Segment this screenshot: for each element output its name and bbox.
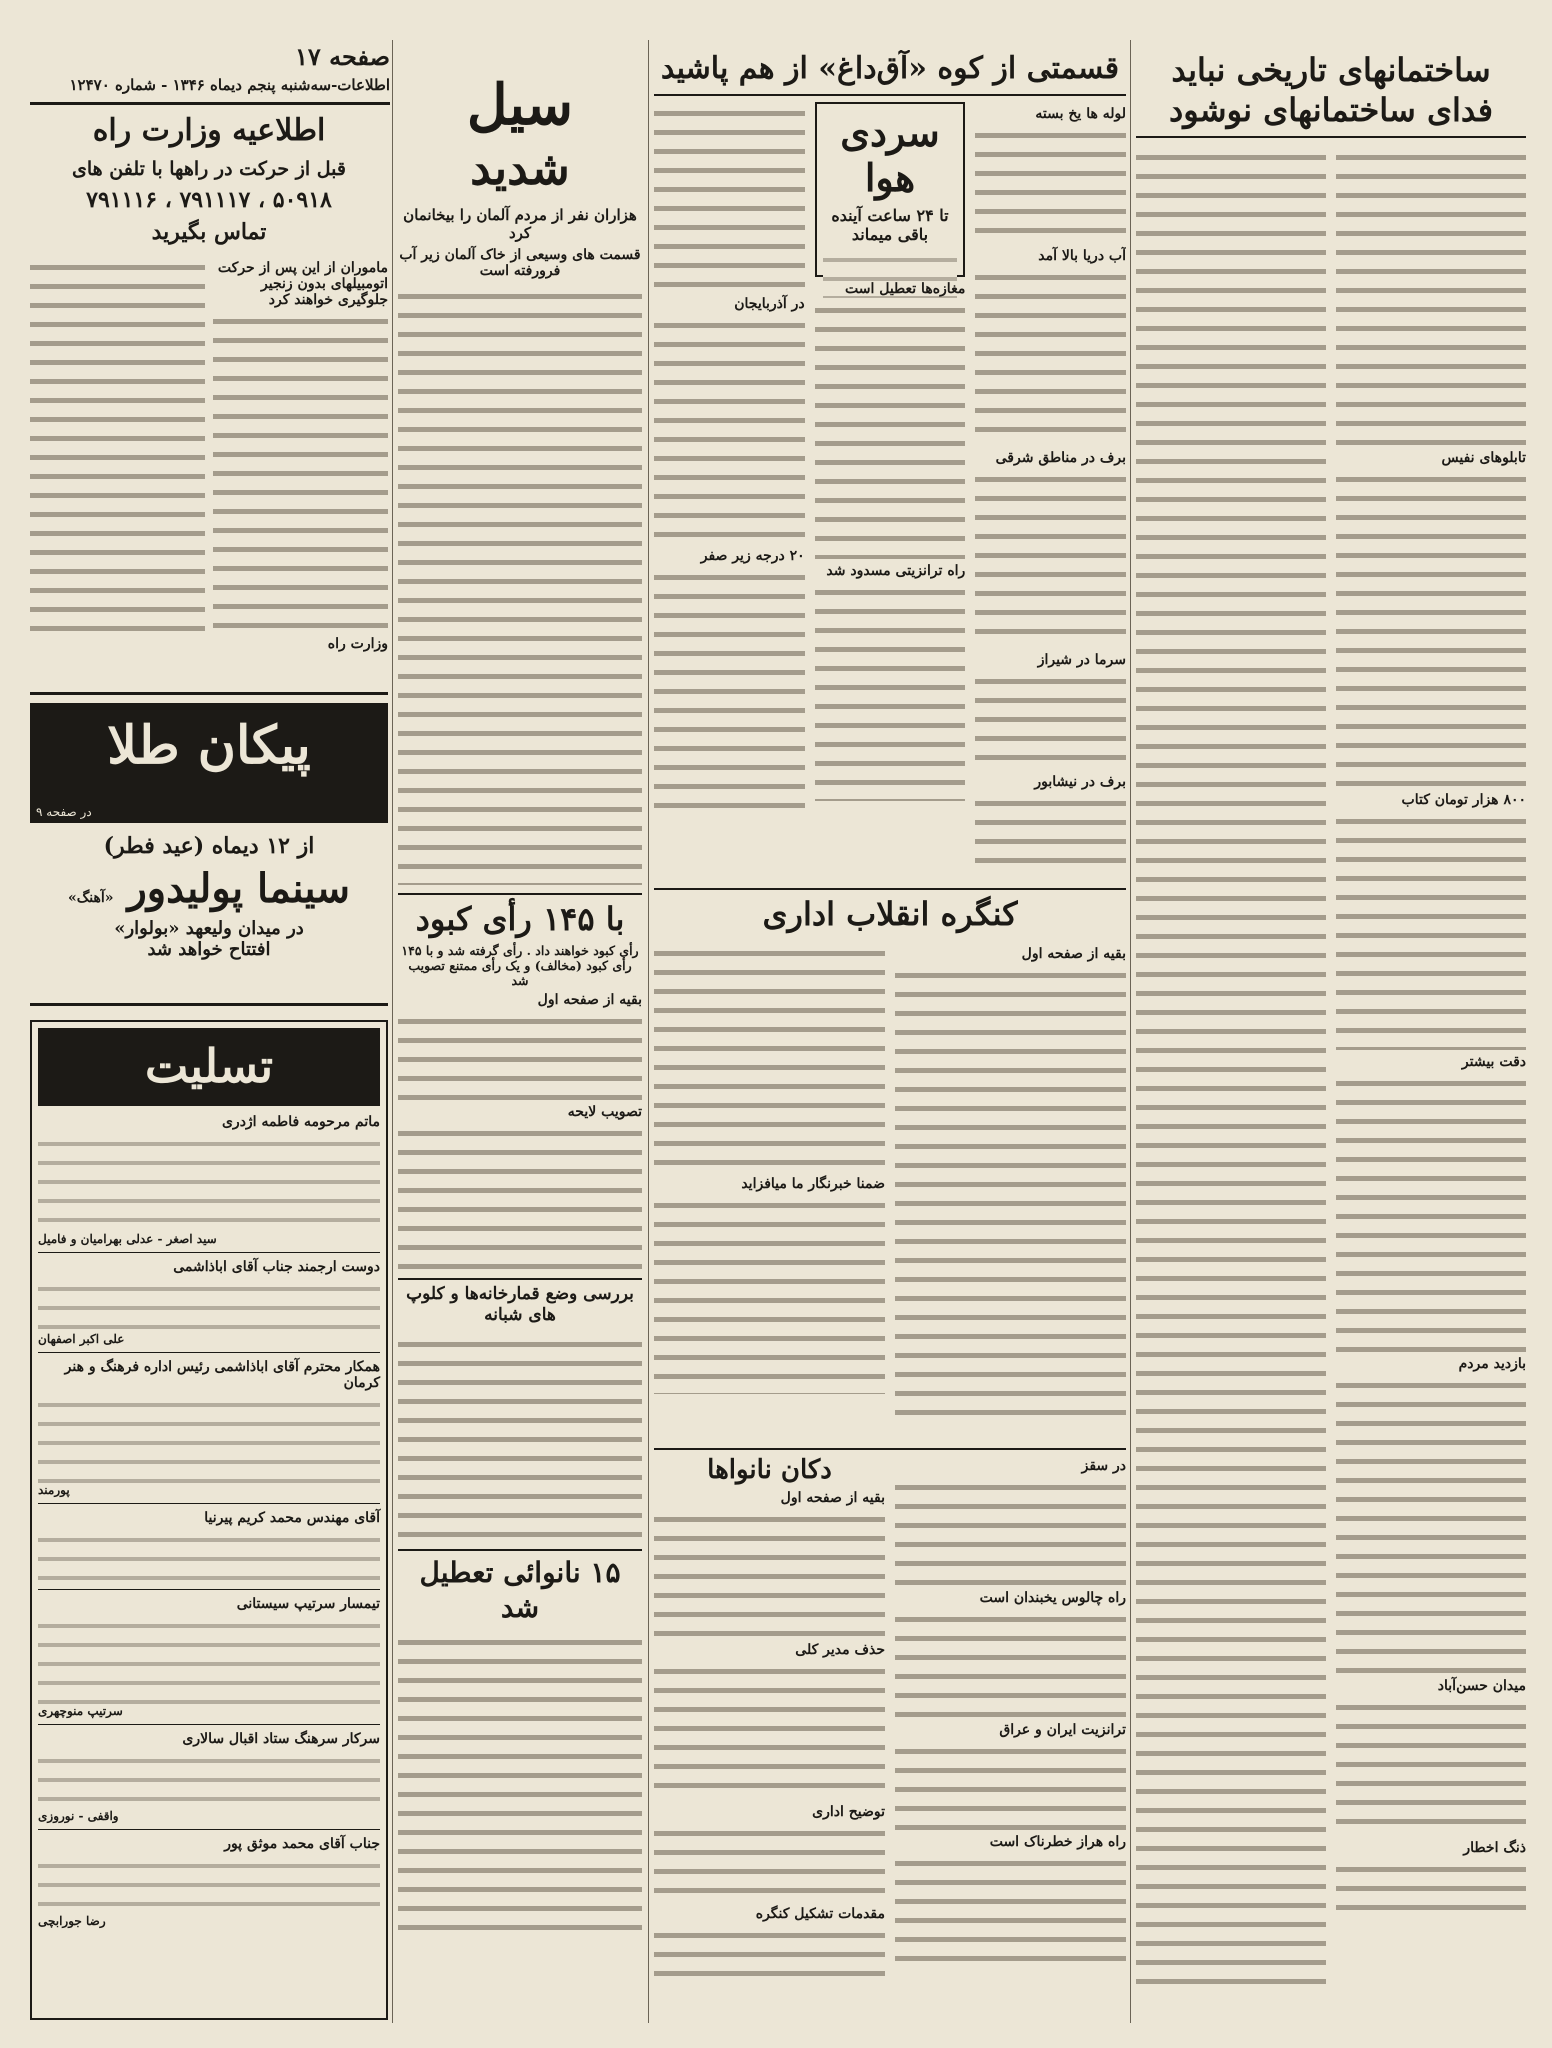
condolence-signature: رضا جورابچی — [38, 1913, 106, 1928]
ministry-notice-subheading: ماموران از این پس از حرکت اتومبیلهای بدون زنجیر جلوگیری خواهند کرد — [217, 260, 388, 309]
text-body — [398, 1631, 642, 1931]
text-body — [654, 1508, 885, 1638]
condolence-signature: واقفی - نوروزی — [38, 1808, 119, 1823]
bakeries-shop-article — [654, 1454, 885, 1994]
cinema-ad-date: از ۱۲ دیماه (عید فطر) — [103, 833, 315, 859]
ministry-notice-title: اطلاعیه وزارت راه — [92, 113, 326, 148]
roads-article — [895, 1454, 1126, 1994]
text-body — [1336, 1374, 1526, 1674]
text-body — [1336, 468, 1526, 788]
ministry-notice-subtitle: قبل از حرکت در راهها با تلفن های — [72, 157, 346, 180]
text-body — [654, 314, 805, 544]
aqdagh-subheading: برف در مناطق شرقی — [995, 449, 1126, 466]
aqdagh-subheading: برف در نیشابور — [1034, 773, 1126, 790]
text-body — [975, 468, 1126, 648]
masthead — [30, 42, 390, 105]
ministry-notice-signature: وزارت راه — [327, 636, 388, 653]
text-body — [895, 1740, 1126, 1830]
condolence-entry-heading: همکار محترم آقای اباذاشمی رئیس اداره فرهنگ و هنر کرمان — [64, 1358, 380, 1391]
ministry-notice-phones: ۷۹۱۱۱۶ ، ۷۹۱۱۱۷ ، ۵۰۹۱۸ — [86, 187, 332, 214]
aqdagh-subheading: آب دریا بالا آمد — [1038, 247, 1126, 264]
condolence-signature: سرتیپ منوچهری — [38, 1703, 123, 1718]
text-body — [815, 581, 966, 801]
bakeries-shop-subheading: بقیه از صفحه اول — [780, 1490, 885, 1506]
condolence-title: تسلیت — [38, 1028, 380, 1106]
roads-subheading: راه هراز خطرناک است — [989, 1833, 1126, 1850]
bakery-title: ۱۵ نانوائی تعطیل شد — [419, 1555, 621, 1624]
aqdagh-subheading: سرما در شیراز — [1037, 651, 1126, 668]
text-body — [1336, 146, 1526, 446]
text-body — [654, 102, 805, 292]
text-body — [38, 1749, 380, 1809]
roads-subheading: راه چالوس یخبندان است — [979, 1589, 1126, 1606]
text-body — [1336, 1696, 1526, 1836]
cold-box-line-1: تا ۲۴ ساعت آینده — [831, 205, 949, 225]
vote-deck: رأی کبود خواهند داد . رأی گرفته شد و با ۱۴۵ رأی کبود (مخالف) و یک رأی ممتنع تصویب شد — [401, 943, 639, 988]
cold-box-title: سردی هوا — [840, 109, 940, 200]
condolence-entry-heading: دوست ارجمند جناب آقای اباذاشمی — [173, 1258, 380, 1275]
historic-subheading: بازدید مردم — [1458, 1356, 1526, 1372]
aqdagh-article — [654, 50, 1126, 882]
paykan-ad-title: پیکان طلا — [107, 715, 311, 776]
historic-subheading: تابلوهای نفیس — [1441, 450, 1526, 466]
historic-subheading: ۸۰۰ هزار تومان کتاب — [1401, 792, 1526, 808]
text-body — [654, 942, 885, 1172]
text-body — [654, 1194, 885, 1394]
condolence-entry-heading: آقای مهندس محمد کریم پیرنیا — [204, 1509, 380, 1526]
text-body — [895, 1476, 1126, 1586]
aqdagh-subheading: مغازه‌ها تعطیل است — [844, 280, 966, 297]
text-body — [895, 964, 1126, 1424]
bakery-article — [398, 1549, 642, 1931]
condolence-entry-heading: سرکار سرهنگ ستاد اقبال سالاری — [182, 1730, 380, 1747]
condolence-signature: علی اکبر اصفهان — [38, 1331, 125, 1346]
heating-subheading: در آذربایجان — [734, 295, 805, 312]
congress-subheading: بقیه از صفحه اول — [1021, 945, 1126, 962]
text-body — [38, 1393, 380, 1483]
condolence-entry — [38, 1510, 380, 1583]
ministry-notice — [30, 112, 388, 695]
condolence-signature: سید اصغر - عدلی بهرامیان و فامیل — [38, 1231, 217, 1246]
flood-title-2: شدید — [470, 141, 570, 195]
congress-subheading: مقدمات تشکیل کنگره — [755, 1906, 885, 1922]
cinema-ad-tag: «آهنگ» — [67, 890, 114, 906]
column-rule — [1130, 40, 1131, 2023]
vote-subheading: تصویب لایحه — [567, 1104, 642, 1120]
text-body — [975, 266, 1126, 446]
cinema-ad — [30, 833, 388, 1006]
roads-subheading: در سقز — [1081, 1457, 1126, 1474]
condolence-entry — [38, 1259, 380, 1346]
condolence-entry — [38, 1359, 380, 1497]
aqdagh-title: قسمتی از کوه «آق‌داغ» از هم پاشید — [654, 50, 1126, 96]
historic-title-1: ساختمانهای تاریخی نباید — [1171, 51, 1491, 89]
condolence-entry — [38, 1836, 380, 1928]
cinema-ad-location: در میدان ولیعهد «بولوار» — [114, 918, 304, 939]
condolence-entry-heading: جناب آقای محمد موثق پور — [224, 1835, 380, 1852]
condolence-entry — [38, 1731, 380, 1823]
text-body — [654, 566, 805, 816]
page-number: صفحه ۱۷ — [294, 42, 390, 71]
historic-article — [1136, 50, 1526, 1996]
text-body — [38, 1614, 380, 1704]
text-body — [213, 310, 388, 630]
ministry-notice-cta: تماس بگیرید — [151, 218, 267, 245]
text-body — [1336, 810, 1526, 1050]
condolence-signature: پورمند — [38, 1482, 70, 1497]
text-body — [398, 1122, 642, 1272]
flood-subheading: قسمت های وسیعی از خاک آلمان زیر آب فرورفته است — [399, 247, 641, 279]
text-body — [30, 256, 205, 636]
text-body — [38, 1854, 380, 1914]
flood-title-1: سیل — [466, 72, 574, 138]
bakeries-shop-subheading: حذف مدیر کلی — [795, 1642, 885, 1658]
bakeries-shop-title: دکان نانواها — [707, 1454, 832, 1485]
cafes-article — [398, 1278, 642, 1543]
paykan-ad-note: در صفحه ۹ — [36, 805, 92, 819]
aqdagh-subheading: راه ترانزیتی مسدود شد — [826, 562, 966, 579]
congress-subheading: ضمنا خبرنگار ما میافزاید — [741, 1175, 885, 1192]
ads-column — [30, 112, 388, 2022]
issue-info: اطلاعات-سه‌شنبه پنجم دیماه ۱۳۴۶ - شماره ۱۲۴۷۰ — [69, 76, 390, 94]
flood-article — [398, 70, 642, 885]
text-body — [1136, 146, 1326, 1996]
condolence-entry-heading: تیمسار سرتیپ سیستانی — [236, 1595, 380, 1612]
vote-article — [398, 893, 642, 1272]
text-body — [398, 1010, 642, 1100]
condolence-entry — [38, 1114, 380, 1246]
text-body — [1336, 1858, 1526, 1918]
congress-title: کنگره انقلاب اداری — [762, 894, 1018, 933]
text-body — [38, 1528, 380, 1583]
condolence-entry — [38, 1596, 380, 1718]
heating-subheading: ۲۰ درجه زیر صفر — [700, 547, 805, 564]
text-body — [895, 1608, 1126, 1718]
historic-column — [1136, 50, 1526, 2020]
text-body — [654, 1822, 885, 1902]
vote-subheading: بقیه از صفحه اول — [537, 992, 642, 1008]
column-rule — [392, 40, 393, 2023]
text-body — [654, 1924, 885, 1984]
condolence-box — [30, 1020, 388, 2020]
cold-box — [815, 102, 966, 277]
cold-box-line-2: باقی میماند — [851, 224, 929, 244]
cinema-ad-opening: افتتاح خواهد شد — [147, 939, 271, 960]
text-body — [398, 285, 642, 885]
paykan-ad — [30, 703, 388, 823]
aqdagh-subheading: لوله ها یخ بسته — [1035, 105, 1126, 122]
congress-subheading: توضیح اداری — [812, 1804, 885, 1820]
text-body — [38, 1132, 380, 1232]
text-body — [38, 1277, 380, 1332]
flood-column — [398, 60, 642, 2020]
column-rule — [648, 40, 649, 2023]
text-body — [654, 1660, 885, 1800]
historic-subheading: دقت بیشتر — [1461, 1054, 1526, 1070]
congress-article — [654, 888, 1126, 1442]
text-body — [398, 1333, 642, 1543]
historic-subheading: ذنگ اخطار — [1463, 1840, 1526, 1856]
condolence-entry-heading: ماتم مرحومه فاطمه اژدری — [221, 1113, 380, 1130]
text-body — [975, 670, 1126, 770]
vote-title: با ۱۴۵ رأی کبود — [415, 900, 625, 938]
text-body — [895, 1852, 1126, 1962]
cafes-title: بررسی وضع قمارخانه‌ها و کلوپ های شبانه — [406, 1284, 634, 1326]
text-body — [815, 299, 966, 559]
historic-subheading: میدان حسن‌آباد — [1437, 1678, 1526, 1694]
roads-subheading: ترانزیت ایران و عراق — [999, 1721, 1126, 1738]
flood-deck: هزاران نفر از مردم آلمان را بیخانمان کرد — [403, 205, 637, 243]
historic-title-2: فدای ساختمانهای نوشود — [1136, 90, 1526, 138]
cinema-ad-name: سینما پولیدور — [127, 865, 351, 912]
text-body — [975, 124, 1126, 244]
text-body — [975, 792, 1126, 872]
text-body — [1336, 1072, 1526, 1352]
center-column — [654, 50, 1126, 2020]
